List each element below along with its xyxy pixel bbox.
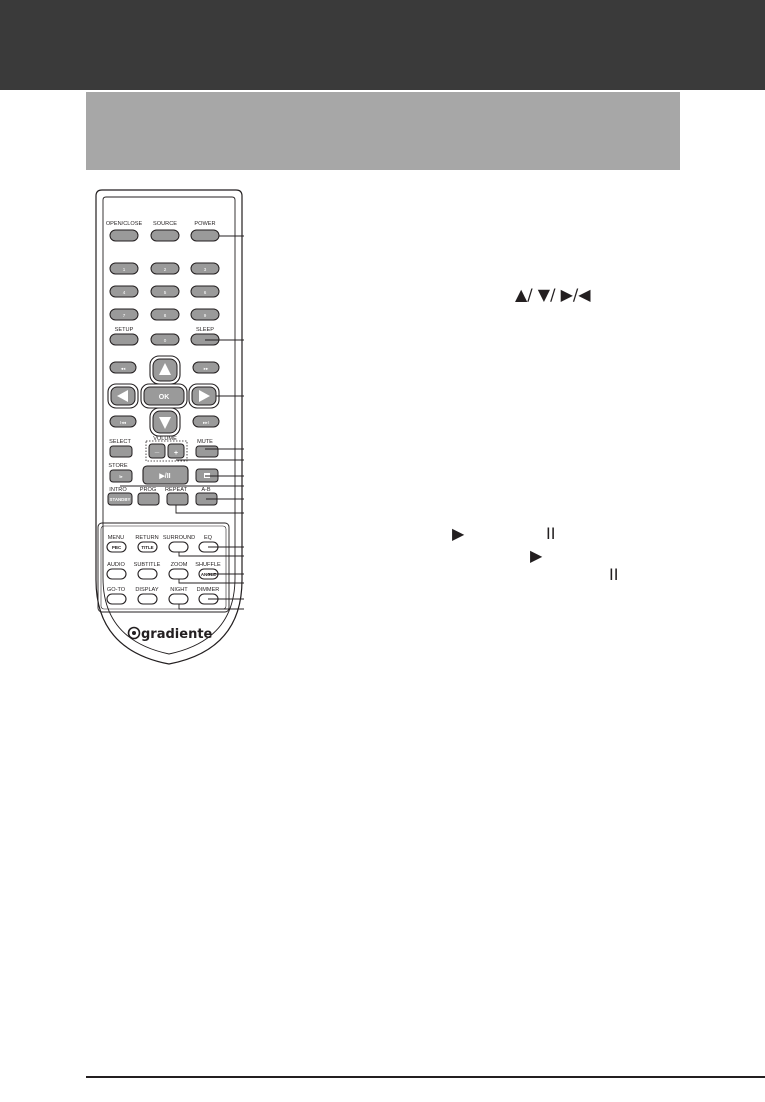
brand-name: gradiente: [141, 627, 213, 642]
key-6: 6: [203, 290, 207, 295]
night-label: NIGHT: [170, 587, 188, 593]
play-pause-key: ▶/II: [159, 473, 171, 480]
key-3: 3: [203, 267, 207, 272]
open-close-label: OPEN/CLOSE: [105, 221, 143, 227]
svg-text:◂◂: ◂◂: [120, 366, 126, 371]
svg-text:I▸: I▸: [119, 474, 123, 479]
eq-label: EQ: [203, 535, 213, 541]
ab-label: A-B: [201, 487, 211, 493]
footer-rule: [86, 1076, 765, 1078]
mute-label: MUTE: [197, 439, 213, 445]
volume-label: VOLUME: [153, 436, 177, 442]
key-8: 8: [163, 313, 167, 318]
zoom-label: ZOOM: [170, 562, 188, 568]
power-label: POWER: [194, 221, 216, 227]
return-label: RETURN: [135, 535, 159, 541]
svg-text:I◂◂: I◂◂: [120, 420, 126, 425]
key-0: 0: [163, 338, 167, 343]
brand-logo: [129, 627, 213, 642]
repeat-label: REPEAT: [165, 487, 187, 493]
menu-label: MENU: [107, 535, 125, 541]
stop-icon: [204, 473, 210, 478]
dimmer-label: DIMMER: [196, 587, 220, 593]
intro-label: INTRO: [109, 487, 127, 493]
setup-label: SETUP: [114, 327, 134, 333]
play-icon: ▶: [530, 546, 543, 565]
pause-icon: II: [609, 565, 619, 584]
key-1: 1: [122, 267, 126, 272]
svg-text:▸▸I: ▸▸I: [203, 420, 209, 425]
select-label: SELECT: [109, 439, 131, 445]
subtitle-label: SUBTITLE: [133, 562, 161, 568]
goto-label: GO-TO: [106, 587, 126, 593]
ok-key-label: OK: [158, 394, 170, 401]
pause-icon: II: [546, 524, 556, 543]
sleep-label: SLEEP: [195, 327, 215, 333]
navigation-arrows-symbols: ▲/ ▼/ ▶/◀: [515, 285, 591, 304]
play-icon: ▶: [452, 524, 465, 543]
key-2: 2: [163, 267, 167, 272]
key-5: 5: [163, 290, 167, 295]
volume-up-key: +: [173, 450, 179, 457]
navigation-cluster: [108, 356, 219, 436]
audio-label: AUDIO: [107, 562, 125, 568]
source-label: SOURCE: [153, 221, 177, 227]
volume-down-key: —: [154, 450, 160, 455]
prog-label: PROG: [139, 487, 157, 493]
key-7: 7: [122, 313, 126, 318]
standby-key: STANDBY: [109, 497, 131, 502]
number-keypad: [110, 263, 219, 320]
title-key: TITLE: [141, 545, 154, 550]
shuffle-label: SHUFFLE: [195, 562, 221, 568]
svg-text:▸▸: ▸▸: [203, 366, 209, 371]
display-label: DISPLAY: [135, 587, 159, 593]
pbc-key: PBC: [111, 545, 122, 550]
key-4: 4: [122, 290, 126, 295]
key-9: 9: [203, 313, 207, 318]
angle-key: ANGLE: [200, 572, 217, 577]
store-label: STORE: [108, 463, 128, 469]
surround-label: SURROUND: [162, 535, 196, 541]
